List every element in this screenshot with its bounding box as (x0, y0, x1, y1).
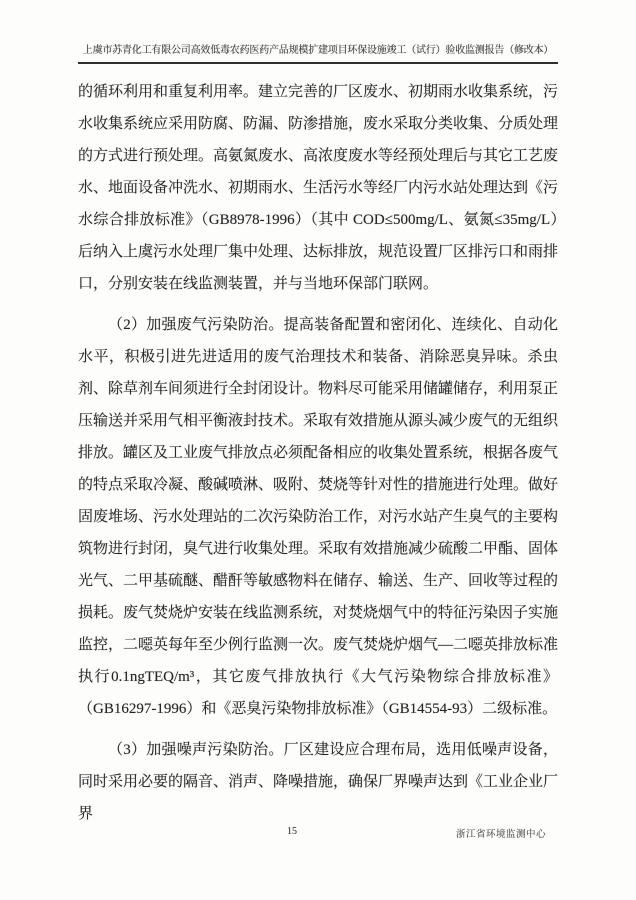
footer-organization: 浙江省环境监测中心 (455, 830, 546, 840)
body-paragraph: 的循环利用和重复利用率。建立完善的厂区废水、初期雨水收集系统，污水收集系统应采用防腐、防漏、防渗措施，废水采取分类收集、分质处理的方式进行预处理。高氨氮废水、高浓度废水等经预处理后与其它工艺废水、地面设备冲洗水、初期雨水、生活污水等经厂内污水站处理达到《污水综合排放标准》（GB8978-1996）（其中 COD≤500mg/L、氨氮≤35mg/L）后纳入上虞污水处理厂集中处理、达标排放，规范设置厂区排污口和雨排口，分别安装在线监测装置，并与当地环保部门联网。 (78, 84, 559, 292)
document-body (78, 76, 558, 830)
body-paragraph: （2）加强废气污染防治。提高装备配置和密闭化、连续化、自动化水平，积极引进先进适用的废气治理技术和装备、消除恶臭异味。杀虫剂、除草剂车间须进行全封闭设计。物料尽可能采用储罐储存，利用泵正压输送并采用气相平衡液封技术。采取有效措施从源头减少废气的无组织排放。罐区及工业废气排放点必须配备相应的收集处置系统，根据各废气的特点采取冷凝、酸碱喷淋、吸附、焚烧等针对性的措施进行处理。做好固废堆场、污水处理站的二次污染防治工作，对污水站产生臭气的主要构筑物进行封闭，臭气进行收集处理。采取有效措施减少硫酸二甲酯、固体光气、二甲基硫醚、醋酐等敏感物料在储存、输送、生产、回收等过程的损耗。废气焚烧炉安装在线监测系统，对焚烧烟气中的特征污染因子实施监控，二噁英每年至少例行监测一次。废气焚烧炉烟气—二噁英排放标准执行0.1ngTEQ/m³，其它废气排放执行《大气污染物综合排放标准》（GB16297-1996）和《恶臭污染物排放标准》（GB14554-93）二级标准。 (78, 317, 559, 717)
page-number: 15 (287, 826, 297, 837)
body-paragraph: （3）加强噪声污染防治。厂区建设应合理布局，选用低噪声设备，同时采用必要的隔音、消声、降噪措施，确保厂界噪声达到《工业企业厂界 (78, 742, 559, 822)
running-header: 上虞市苏青化工有限公司高效低毒农药医药产品规模扩建项目环保设施竣工（试行）验收监测报告（修改本） (78, 41, 558, 64)
